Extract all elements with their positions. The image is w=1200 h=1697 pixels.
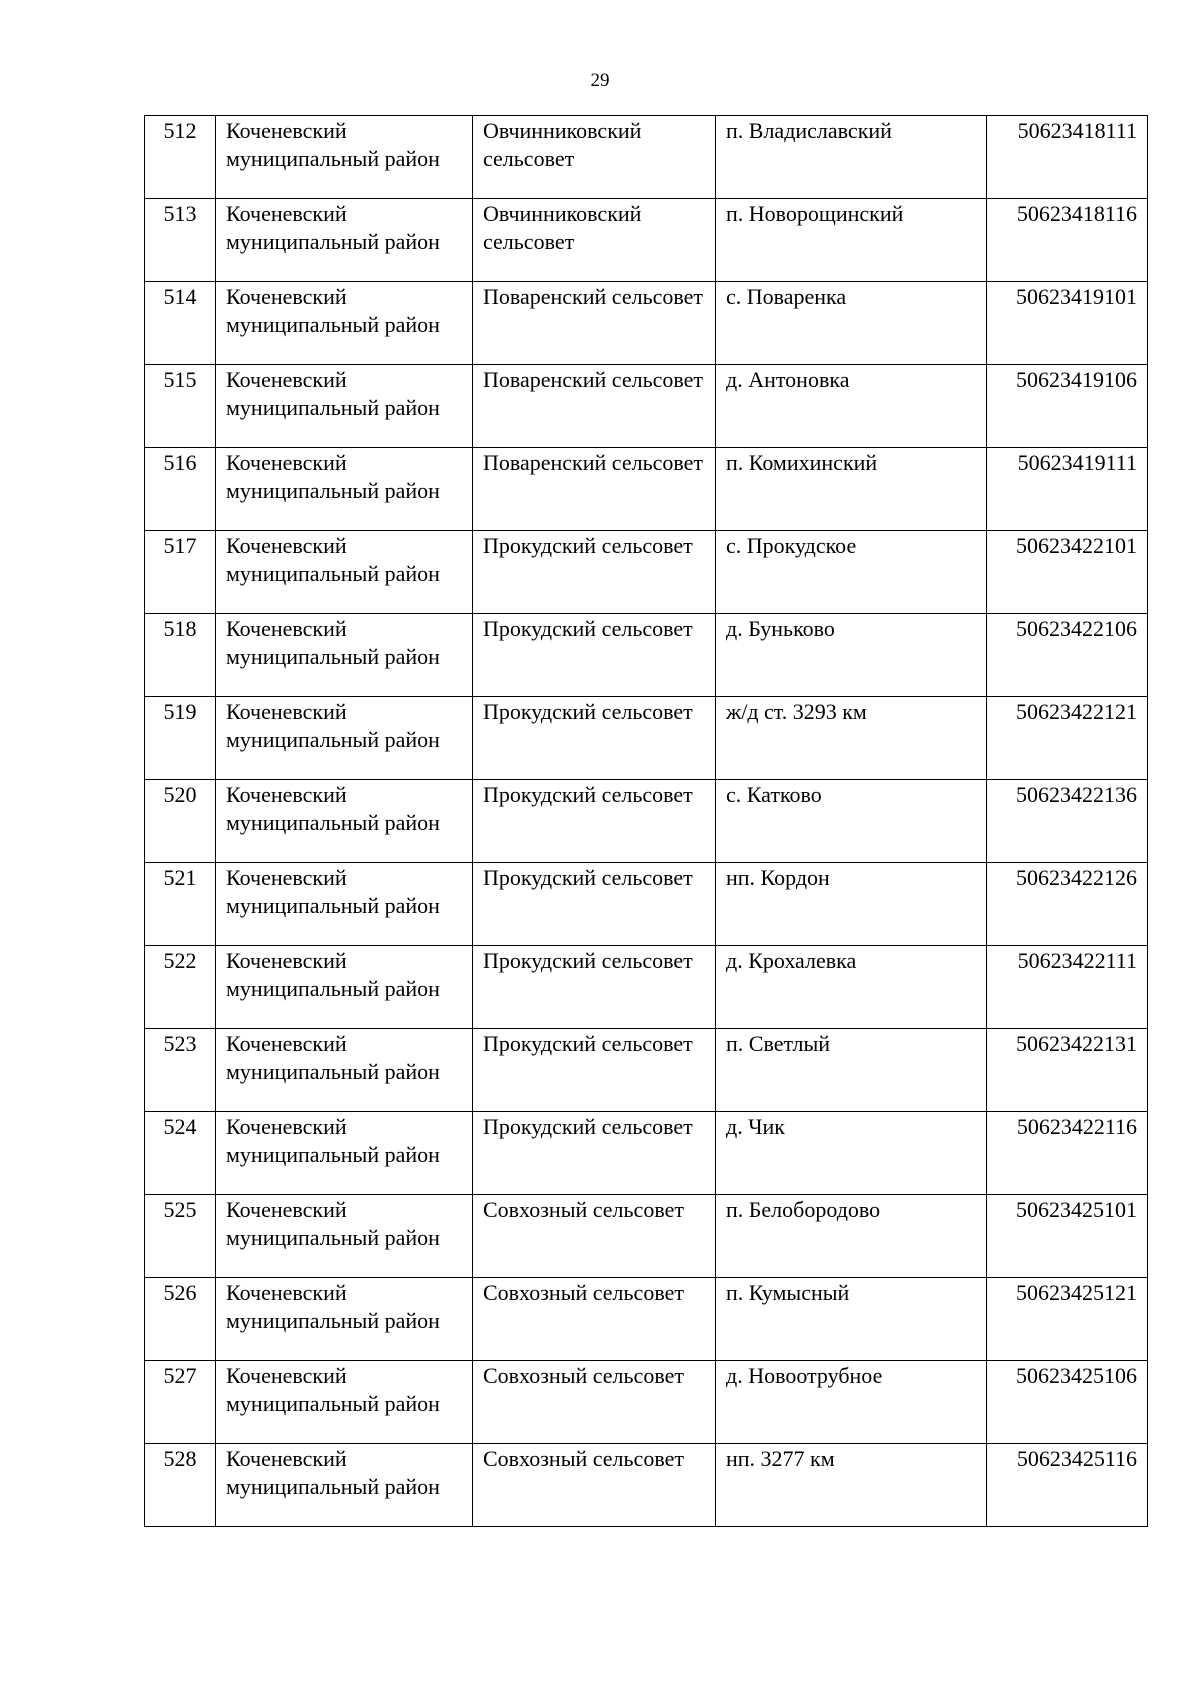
district-cell: Коченевский муниципальный район — [216, 1278, 473, 1361]
district-cell: Коченевский муниципальный район — [216, 1112, 473, 1195]
district-cell: Коченевский муниципальный район — [216, 1195, 473, 1278]
table-row — [145, 282, 1148, 365]
settlement-cell: д. Крохалевка — [716, 946, 987, 1029]
settlement-cell: нп. Кордон — [716, 863, 987, 946]
settlements-table — [144, 115, 1148, 1527]
table-row — [145, 1278, 1148, 1361]
table-row — [145, 1029, 1148, 1112]
oktmo-code-cell: 50623422111 — [987, 946, 1148, 1029]
district-cell: Коченевский муниципальный район — [216, 697, 473, 780]
district-cell: Коченевский муниципальный район — [216, 946, 473, 1029]
oktmo-code-cell: 50623418111 — [987, 116, 1148, 199]
table-row — [145, 531, 1148, 614]
oktmo-code-cell: 50623422116 — [987, 1112, 1148, 1195]
table-row — [145, 946, 1148, 1029]
row-number-cell: 525 — [145, 1195, 216, 1278]
settlement-cell: д. Чик — [716, 1112, 987, 1195]
council-cell: Совхозный сельсовет — [473, 1444, 716, 1527]
page-number: 29 — [590, 70, 610, 91]
district-cell: Коченевский муниципальный район — [216, 780, 473, 863]
table-row — [145, 365, 1148, 448]
council-cell: Овчинниковский сельсовет — [473, 199, 716, 282]
row-number-cell: 518 — [145, 614, 216, 697]
row-number-cell: 514 — [145, 282, 216, 365]
settlement-cell: п. Кумысный — [716, 1278, 987, 1361]
oktmo-code-cell: 50623419101 — [987, 282, 1148, 365]
settlement-cell: д. Антоновка — [716, 365, 987, 448]
table-row — [145, 1112, 1148, 1195]
council-cell: Прокудский сельсовет — [473, 1112, 716, 1195]
table-row — [145, 697, 1148, 780]
settlement-cell: п. Комихинский — [716, 448, 987, 531]
row-number-cell: 512 — [145, 116, 216, 199]
settlement-cell: с. Катково — [716, 780, 987, 863]
settlement-cell: п. Светлый — [716, 1029, 987, 1112]
district-cell: Коченевский муниципальный район — [216, 1029, 473, 1112]
district-cell: Коченевский муниципальный район — [216, 614, 473, 697]
row-number-cell: 524 — [145, 1112, 216, 1195]
table-row — [145, 614, 1148, 697]
row-number-cell: 526 — [145, 1278, 216, 1361]
council-cell: Прокудский сельсовет — [473, 614, 716, 697]
district-cell: Коченевский муниципальный район — [216, 1361, 473, 1444]
settlement-cell: ж/д ст. 3293 км — [716, 697, 987, 780]
row-number-cell: 528 — [145, 1444, 216, 1527]
oktmo-code-cell: 50623422136 — [987, 780, 1148, 863]
table-row — [145, 1361, 1148, 1444]
council-cell: Поваренский сельсовет — [473, 365, 716, 448]
district-cell: Коченевский муниципальный район — [216, 531, 473, 614]
council-cell: Поваренский сельсовет — [473, 282, 716, 365]
settlement-cell: нп. 3277 км — [716, 1444, 987, 1527]
row-number-cell: 519 — [145, 697, 216, 780]
oktmo-code-cell: 50623419106 — [987, 365, 1148, 448]
table-row — [145, 199, 1148, 282]
table-row — [145, 780, 1148, 863]
settlement-cell: п. Новорощинский — [716, 199, 987, 282]
row-number-cell: 527 — [145, 1361, 216, 1444]
row-number-cell: 521 — [145, 863, 216, 946]
council-cell: Прокудский сельсовет — [473, 780, 716, 863]
oktmo-code-cell: 50623425101 — [987, 1195, 1148, 1278]
council-cell: Овчинниковский сельсовет — [473, 116, 716, 199]
council-cell: Совхозный сельсовет — [473, 1361, 716, 1444]
district-cell: Коченевский муниципальный район — [216, 863, 473, 946]
council-cell: Прокудский сельсовет — [473, 531, 716, 614]
oktmo-code-cell: 50623422106 — [987, 614, 1148, 697]
council-cell: Совхозный сельсовет — [473, 1195, 716, 1278]
row-number-cell: 516 — [145, 448, 216, 531]
council-cell: Прокудский сельсовет — [473, 946, 716, 1029]
district-cell: Коченевский муниципальный район — [216, 1444, 473, 1527]
row-number-cell: 517 — [145, 531, 216, 614]
table-row — [145, 1195, 1148, 1278]
district-cell: Коченевский муниципальный район — [216, 282, 473, 365]
settlement-cell: с. Прокудское — [716, 531, 987, 614]
table-body — [145, 116, 1148, 1527]
district-cell: Коченевский муниципальный район — [216, 365, 473, 448]
district-cell: Коченевский муниципальный район — [216, 448, 473, 531]
council-cell: Прокудский сельсовет — [473, 697, 716, 780]
row-number-cell: 513 — [145, 199, 216, 282]
oktmo-code-cell: 50623419111 — [987, 448, 1148, 531]
settlement-cell: с. Поваренка — [716, 282, 987, 365]
council-cell: Совхозный сельсовет — [473, 1278, 716, 1361]
row-number-cell: 520 — [145, 780, 216, 863]
table-row — [145, 863, 1148, 946]
oktmo-code-cell: 50623422101 — [987, 531, 1148, 614]
settlement-cell: д. Новоотрубное — [716, 1361, 987, 1444]
oktmo-code-cell: 50623418116 — [987, 199, 1148, 282]
oktmo-code-cell: 50623422126 — [987, 863, 1148, 946]
row-number-cell: 523 — [145, 1029, 216, 1112]
council-cell: Прокудский сельсовет — [473, 863, 716, 946]
settlement-cell: п. Владиславский — [716, 116, 987, 199]
oktmo-code-cell: 50623425106 — [987, 1361, 1148, 1444]
settlement-cell: д. Буньково — [716, 614, 987, 697]
district-cell: Коченевский муниципальный район — [216, 116, 473, 199]
row-number-cell: 522 — [145, 946, 216, 1029]
oktmo-code-cell: 50623425116 — [987, 1444, 1148, 1527]
district-cell: Коченевский муниципальный район — [216, 199, 473, 282]
council-cell: Поваренский сельсовет — [473, 448, 716, 531]
row-number-cell: 515 — [145, 365, 216, 448]
settlement-cell: п. Белобородово — [716, 1195, 987, 1278]
table-row — [145, 116, 1148, 199]
oktmo-code-cell: 50623422121 — [987, 697, 1148, 780]
table-row — [145, 1444, 1148, 1527]
oktmo-code-cell: 50623422131 — [987, 1029, 1148, 1112]
oktmo-code-cell: 50623425121 — [987, 1278, 1148, 1361]
council-cell: Прокудский сельсовет — [473, 1029, 716, 1112]
table-row — [145, 448, 1148, 531]
